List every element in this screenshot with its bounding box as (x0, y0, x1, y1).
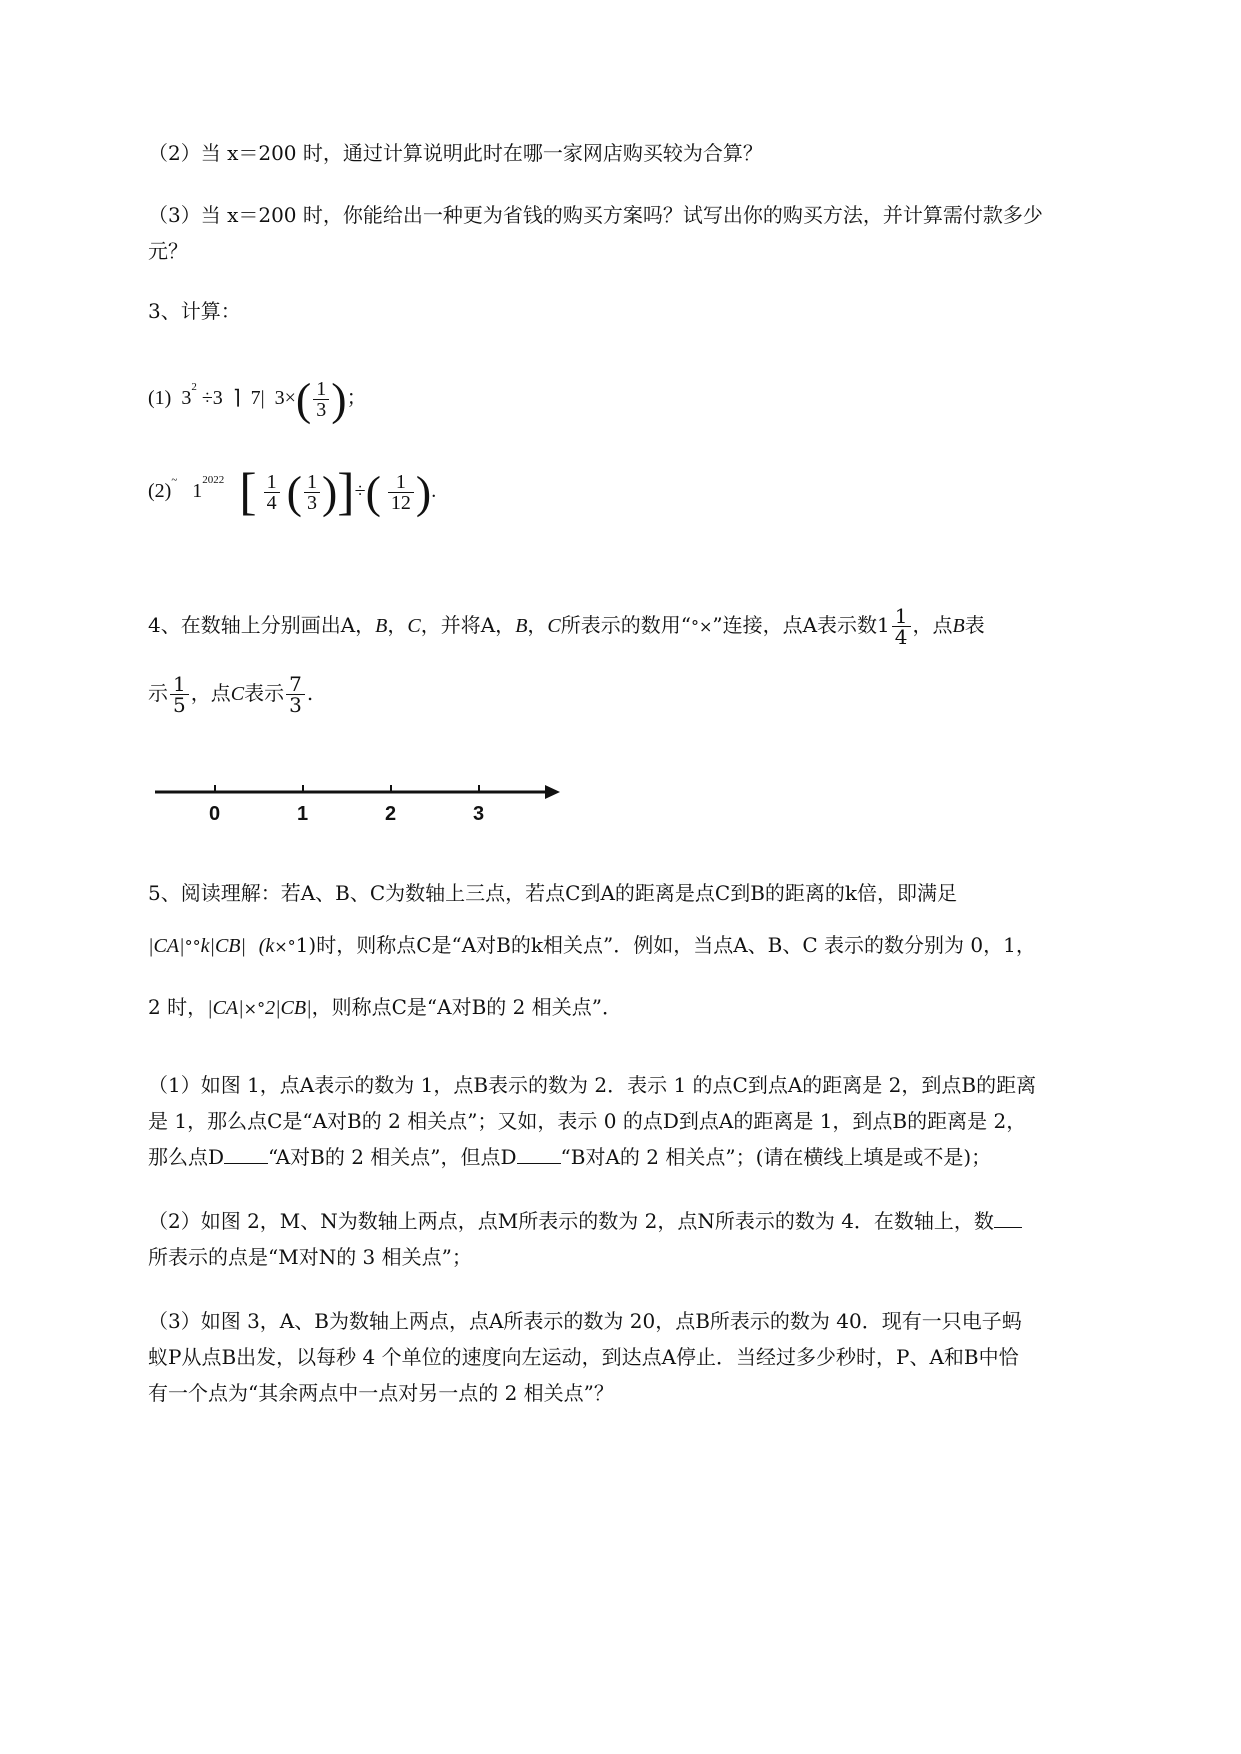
arrow-head-icon (545, 785, 560, 799)
q5-part1-line3: 那么点D “A对B的 2 相关点”，但点D “B对A的 2 相关点”；(请在横线上填是或不是)； (148, 1145, 992, 1169)
q5-line3: 2 时，|CA|×°2|CB|，则称点C是“A对B的 2 相关点”． (148, 995, 622, 1019)
expr2-exp: 2022 (202, 474, 225, 486)
expr1-exp: 2 (191, 381, 197, 393)
q3-expr1: (1) $3^2 \div 3$ ⌉ 7| 3×( $\frac{1}{3}$ )； (148, 373, 367, 425)
number-line (150, 770, 570, 830)
tick-label-0: 0 (209, 803, 221, 825)
q4-line2: 示 $\frac{1}{5}$ ，点C表示 $\frac{7}{3}$ . (148, 672, 314, 717)
expr1-div: ÷3 (201, 387, 223, 409)
expr2-fraction-2: $\frac{1}{3}$ (304, 472, 320, 513)
tick-label-3: 3 (473, 803, 485, 825)
tick-label-1: 1 (297, 803, 309, 825)
q5-part2-line2: 所表示的点是“M对N的 3 相关点”； (148, 1245, 472, 1269)
q2-part3-line1: （3）当 x＝200 时，你能给出一种更为省钱的购买方案吗？试写出你的购买方法，并计算需付款多少 (148, 203, 1043, 227)
q3-expr2: (2)~ $1^{2022}$ [ $\frac{1}{4}$ ( $\frac{1}{3}$ )]÷( $\frac{1}{12}$ ). (148, 463, 437, 521)
q5-part3-line2: 蚁P从点B出发，以每秒 4 个单位的速度向左运动，到达点A停止．当经过多少秒时，P、A和B中恰 (148, 1345, 1019, 1369)
expr2-one: 1 (192, 480, 203, 502)
expr1-label: (1) (148, 387, 172, 409)
q4-line1: 4、在数轴上分别画出A，B，C，并将A，B，C所表示的数用“°×”连接，点A表示数1 $\frac{1}{4}$ ，点B表 (148, 604, 985, 649)
expr2-end: . (431, 480, 437, 502)
q5-part3-line3: 有一个点为“其余两点中一点对另一点的 2 相关点”？ (148, 1381, 614, 1405)
q2-part3-line2: 元？ (148, 239, 188, 263)
q4-fraction-b: $\frac{1}{5}$ (170, 674, 189, 715)
expr2-fraction-3: $\frac{1}{12}$ (388, 472, 414, 513)
q5-line1: 5、阅读理解：若A、B、C为数轴上三点，若点C到A的距离是点C到B的距离的k倍，即满足 (148, 881, 958, 905)
q2-part2: （2）当 x＝200 时，通过计算说明此时在哪一家网店购买较为合算？ (148, 141, 763, 165)
expr2-div: ÷ (354, 480, 366, 502)
expr1-end: ； (346, 387, 367, 409)
q4-fraction-c: $\frac{7}{3}$ (286, 674, 305, 715)
expr1-base: 3 (181, 387, 192, 409)
expr1-seven: 7 (250, 387, 261, 409)
q5-line2: |CA|°°k|CB| (k×°1)时，则称点C是“A对B的k相关点”．例如，当点A、B、C 表示的数分别为 0，1， (148, 933, 1036, 957)
expr1-fraction: $\frac{1}{3}$ (313, 379, 329, 420)
q5-part1-line1: （1）如图 1，点A表示的数为 1，点B表示的数为 2．表示 1 的点C到点A的距离是 2，到点B的距离 (148, 1073, 1037, 1097)
expr1-times: 3× (274, 387, 296, 409)
q3-title: 3、计算： (148, 299, 241, 323)
q5-part1-line2: 是 1，那么点C是“A对B的 2 相关点”；又如，表示 0 的点D到点A的距离是 1，到点B的距离是 2， (148, 1109, 1027, 1133)
answer-blank-1[interactable] (224, 1143, 268, 1164)
expr2-label: (2) (148, 480, 172, 502)
expr2-fraction-1: $\frac{1}{4}$ (264, 472, 280, 513)
q4-fraction-a: $\frac{1}{4}$ (892, 606, 911, 647)
tick-label-2: 2 (385, 803, 397, 825)
q5-part3-line1: （3）如图 3，A、B为数轴上两点，点A所表示的数为 20，点B所表示的数为 40．现有一只电子蚂 (148, 1309, 1022, 1333)
expr1-bracket: ⌉ (232, 387, 241, 409)
q5-part2-line1: （2）如图 2，M、N为数轴上两点，点M所表示的数为 2，点N所表示的数为 4．在数轴上，数 (148, 1206, 1022, 1236)
answer-blank-3[interactable] (994, 1207, 1022, 1228)
answer-blank-2[interactable] (517, 1143, 561, 1164)
